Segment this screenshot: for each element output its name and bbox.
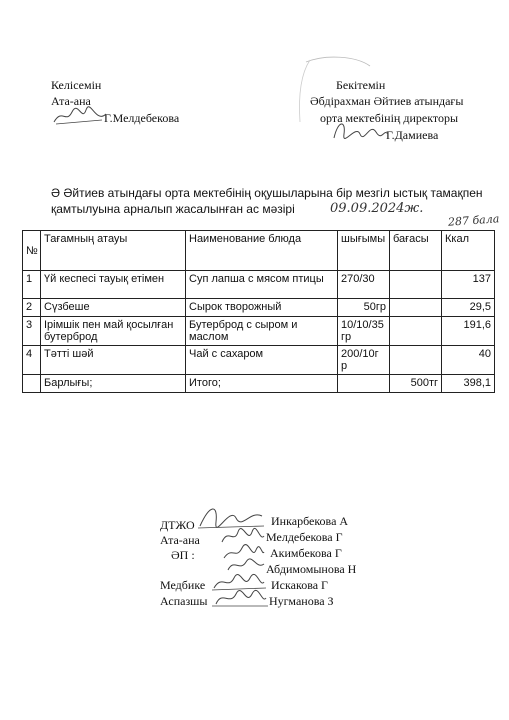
cell-yield: 50гр bbox=[338, 299, 390, 317]
approval-right-line1: Әбдірахман Әйтиев атындағы bbox=[310, 94, 464, 108]
handwritten-date: 09.09.2024ж. bbox=[330, 201, 424, 216]
cell-name-ru: Сырок творожный bbox=[186, 299, 338, 317]
cell-name-kz: Тәтті шәй bbox=[41, 346, 186, 375]
total-kcal: 398,1 bbox=[442, 375, 495, 393]
header-name-ru: Наименование блюда bbox=[186, 231, 338, 271]
cell-name-kz: Үй кеспесі тауық етімен bbox=[41, 271, 186, 299]
table-row bbox=[23, 299, 495, 317]
approval-left-name: Г.Мелдебекова bbox=[104, 111, 180, 125]
header-name-kz: Тағамның атауы bbox=[41, 231, 186, 271]
cell-kcal: 191,6 bbox=[442, 317, 495, 346]
signature-name-5: Искакова Г bbox=[271, 578, 328, 592]
cell-price bbox=[390, 346, 442, 375]
header-kcal: Ккал bbox=[442, 231, 495, 271]
handwritten-count: 287 бала bbox=[447, 212, 500, 229]
signature-role-1: ДТЖО bbox=[160, 518, 195, 532]
cell-name-ru: Чай с сахаром bbox=[186, 346, 338, 375]
cell-yield: 270/30 bbox=[338, 271, 390, 299]
table-header-row bbox=[23, 231, 495, 271]
signature-name-4: Абдимомынова Н bbox=[266, 562, 357, 576]
cell-name-kz: Ірімшік пен май қосылған бутерброд bbox=[41, 317, 186, 346]
signature-role-2: Ата-ана bbox=[160, 533, 200, 547]
cell-kcal: 137 bbox=[442, 271, 495, 299]
signature-role-3: ӘП : bbox=[171, 548, 195, 562]
cell-number: 4 bbox=[23, 346, 41, 375]
signature-name-1: Инкарбекова А bbox=[271, 514, 349, 528]
signature-left-icon bbox=[52, 104, 108, 128]
header-yield: шығымы bbox=[338, 231, 390, 271]
signature-name-3: Акимбекова Г bbox=[270, 546, 342, 560]
header-price: бағасы bbox=[390, 231, 442, 271]
signature-director-icon bbox=[330, 118, 390, 144]
cell-number: 3 bbox=[23, 317, 41, 346]
cell-number: 1 bbox=[23, 271, 41, 299]
cell-kcal: 40 bbox=[442, 346, 495, 375]
total-label-kz: Барлығы; bbox=[41, 375, 186, 393]
signature-cook-icon bbox=[212, 588, 268, 610]
total-number bbox=[23, 375, 41, 393]
cell-kcal: 29,5 bbox=[442, 299, 495, 317]
table-row bbox=[23, 271, 495, 299]
approval-left-role: Ата-ана bbox=[51, 94, 91, 108]
header-number: № bbox=[23, 231, 41, 271]
approval-right-line2: орта мектебінің директоры bbox=[320, 111, 459, 125]
document-title-line2: қамтылуына арналып жасалынған ас мәзірі bbox=[51, 202, 295, 216]
table-total-row bbox=[23, 375, 495, 393]
signature-role-5: Медбике bbox=[160, 578, 206, 592]
cell-price bbox=[390, 317, 442, 346]
signature-name-6: Нугманова З bbox=[269, 594, 334, 608]
cell-price bbox=[390, 299, 442, 317]
approval-right-name: Г.Дамиева bbox=[386, 128, 439, 142]
signature-name-2: Мелдебекова Г bbox=[266, 530, 343, 544]
total-price: 500тг bbox=[390, 375, 442, 393]
cell-name-ru: Бутерброд с сыром и маслом bbox=[186, 317, 338, 346]
signature-role-6: Аспазшы bbox=[160, 594, 208, 608]
cell-name-kz: Сүзбеше bbox=[41, 299, 186, 317]
cell-name-ru: Суп лапша с мясом птицы bbox=[186, 271, 338, 299]
menu-table bbox=[22, 230, 495, 393]
table-row bbox=[23, 317, 495, 346]
cell-yield: 10/10/35 гр bbox=[338, 317, 390, 346]
approval-right-heading: Бекітемін bbox=[336, 78, 386, 92]
total-yield bbox=[338, 375, 390, 393]
total-label-ru: Итого; bbox=[186, 375, 338, 393]
cell-price bbox=[390, 271, 442, 299]
cell-number: 2 bbox=[23, 299, 41, 317]
cell-yield: 200/10г р bbox=[338, 346, 390, 375]
document-title-line1: Ә Әйтиев атындағы орта мектебінің оқушыларына бір мезгіл ыстық тамақпен bbox=[51, 186, 483, 200]
table-row bbox=[23, 346, 495, 375]
approval-left-heading: Келісемін bbox=[51, 78, 102, 92]
